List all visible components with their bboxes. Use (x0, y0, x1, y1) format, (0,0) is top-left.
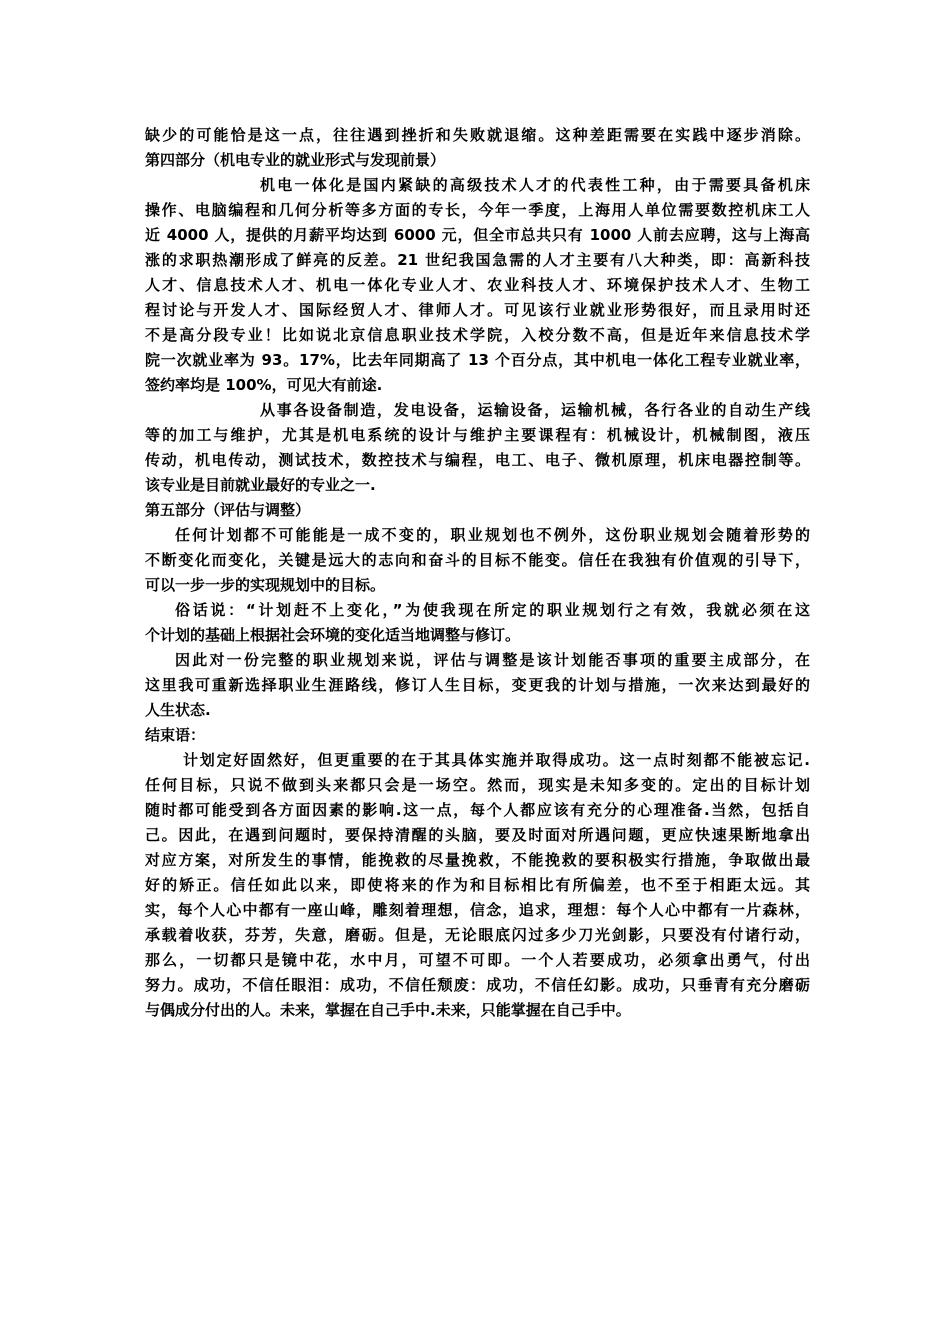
text-line: 与偶成分付出的人。未来，掌握在自己手中.未来，只能掌握在自己手中。 (145, 1001, 631, 1019)
text-line: 程讨论与开发人才、国际经贸人才、律师人才。可见该行业就业形势很好，而且录用时还 (145, 301, 810, 319)
text-line: 从事各设备制造，发电设备，运输设备，运输机械，各行各业的自动生产线 (260, 401, 810, 419)
text-line: 随时都可能受到各方面因素的影响.这一点，每个人都应该有充分的心理准备.当然，包括自 (145, 801, 810, 819)
text-line: 不是高分段专业！比如说北京信息职业技术学院，入校分数不高，但是近年来信息技术学 (145, 326, 810, 344)
text-line: 任何计划都不可能能是一成不变的，职业规划也不例外，这份职业规划会随着形势的 (175, 526, 810, 544)
text-line: 这里我可重新选择职业生涯路线，修订人生目标，变更我的计划与措施，一次来达到最好的 (145, 676, 810, 694)
text-line: 那么，一切都只是镜中花，水中月，可望不可即。一个人若要成功，必须拿出勇气，付出 (145, 951, 810, 969)
text-line: 该专业是目前就业最好的专业之一. (145, 476, 376, 494)
text-line: 可以一步一步的实现规划中的目标。 (145, 576, 386, 594)
section-heading: 结束语： (145, 726, 206, 744)
text-line: 己。因此，在遇到问题时，要保持清醒的头脑，要及时面对所遇问题，更应快速果断地拿出 (145, 826, 810, 844)
text-line: 个计划的基础上根据社会环境的变化适当地调整与修订。 (145, 626, 521, 644)
text-line: 签约率均是 100%，可见大有前途. (145, 376, 383, 394)
text-line: 对应方案，对所发生的事情，能挽救的尽量挽救，不能挽救的要积极实行措施，争取做出最 (145, 851, 810, 869)
text-line: 因此对一份完整的职业规划来说，评估与调整是该计划能否事项的重要主成部分，在 (175, 651, 810, 669)
text-line: 任何目标，只说不做到头来都只会是一场空。然而，现实是未知多变的。定出的目标计划 (145, 776, 810, 794)
text-line: 近 4000 人，提供的月薪平均达到 6000 元，但全市总共只有 1000 人前去应聘，这与上海高 (145, 226, 810, 244)
text-line: 缺少的可能恰是这一点，往往遇到挫折和失败就退缩。这种差距需要在实践中逐步消除。 (145, 126, 810, 144)
text-line: 承载着收获，芬芳，失意，磨砺。但是，无论眼底闪过多少刀光剑影，只要没有付诸行动， (145, 926, 810, 944)
text-line: 涨的求职热潮形成了鲜亮的反差。21 世纪我国急需的人才主要有八大种类，即：高新科技 (145, 251, 810, 269)
text-line: 操作、电脑编程和几何分析等多方面的专长，今年一季度，上海用人单位需要数控机床工人 (145, 201, 810, 219)
text-line: 实，每个人心中都有一座山峰，雕刻着理想，信念，追求，理想：每个人心中都有一片森林， (145, 901, 810, 919)
text-line: 计划定好固然好，但更重要的在于其具体实施并取得成功。这一点时刻都不能被忘记. (183, 751, 810, 769)
text-line: 好的矫正。信任如此以来，即使将来的作为和目标相比有所偏差，也不至于相距太远。其 (145, 876, 810, 894)
text-line: 不断变化而变化，关键是远大的志向和奋斗的目标不能变。信任在我独有价值观的引导下， (145, 551, 810, 569)
text-line: 俗话说：“计划赶不上变化，”为使我现在所定的职业规划行之有效，我就必须在这 (175, 601, 810, 619)
text-line: 人才、信息技术人才、机电一体化专业人才、农业科技人才、环境保护技术人才、生物工 (145, 276, 810, 294)
text-line: 机电一体化是国内紧缺的高级技术人才的代表性工种，由于需要具备机床 (260, 176, 810, 194)
text-line: 传动，机电传动，测试技术，数控技术与编程，电工、电子、微机原理，机床电器控制等。 (145, 451, 810, 469)
text-line: 院一次就业率为 93。17%，比去年同期高了 13 个百分点，其中机电一体化工程专业就业率， (145, 351, 810, 369)
section-heading: 第四部分（机电专业的就业形式与发现前景） (145, 151, 446, 169)
section-heading: 第五部分（评估与调整） (145, 501, 311, 519)
document-body (145, 123, 810, 1023)
text-line: 努力。成功，不信任眼泪：成功，不信任颓废：成功，不信任幻影。成功，只垂青有充分磨砺 (145, 976, 810, 994)
text-line: 人生状态. (145, 701, 211, 719)
text-line: 等的加工与维护，尤其是机电系统的设计与维护主要课程有：机械设计，机械制图，液压 (145, 426, 810, 444)
